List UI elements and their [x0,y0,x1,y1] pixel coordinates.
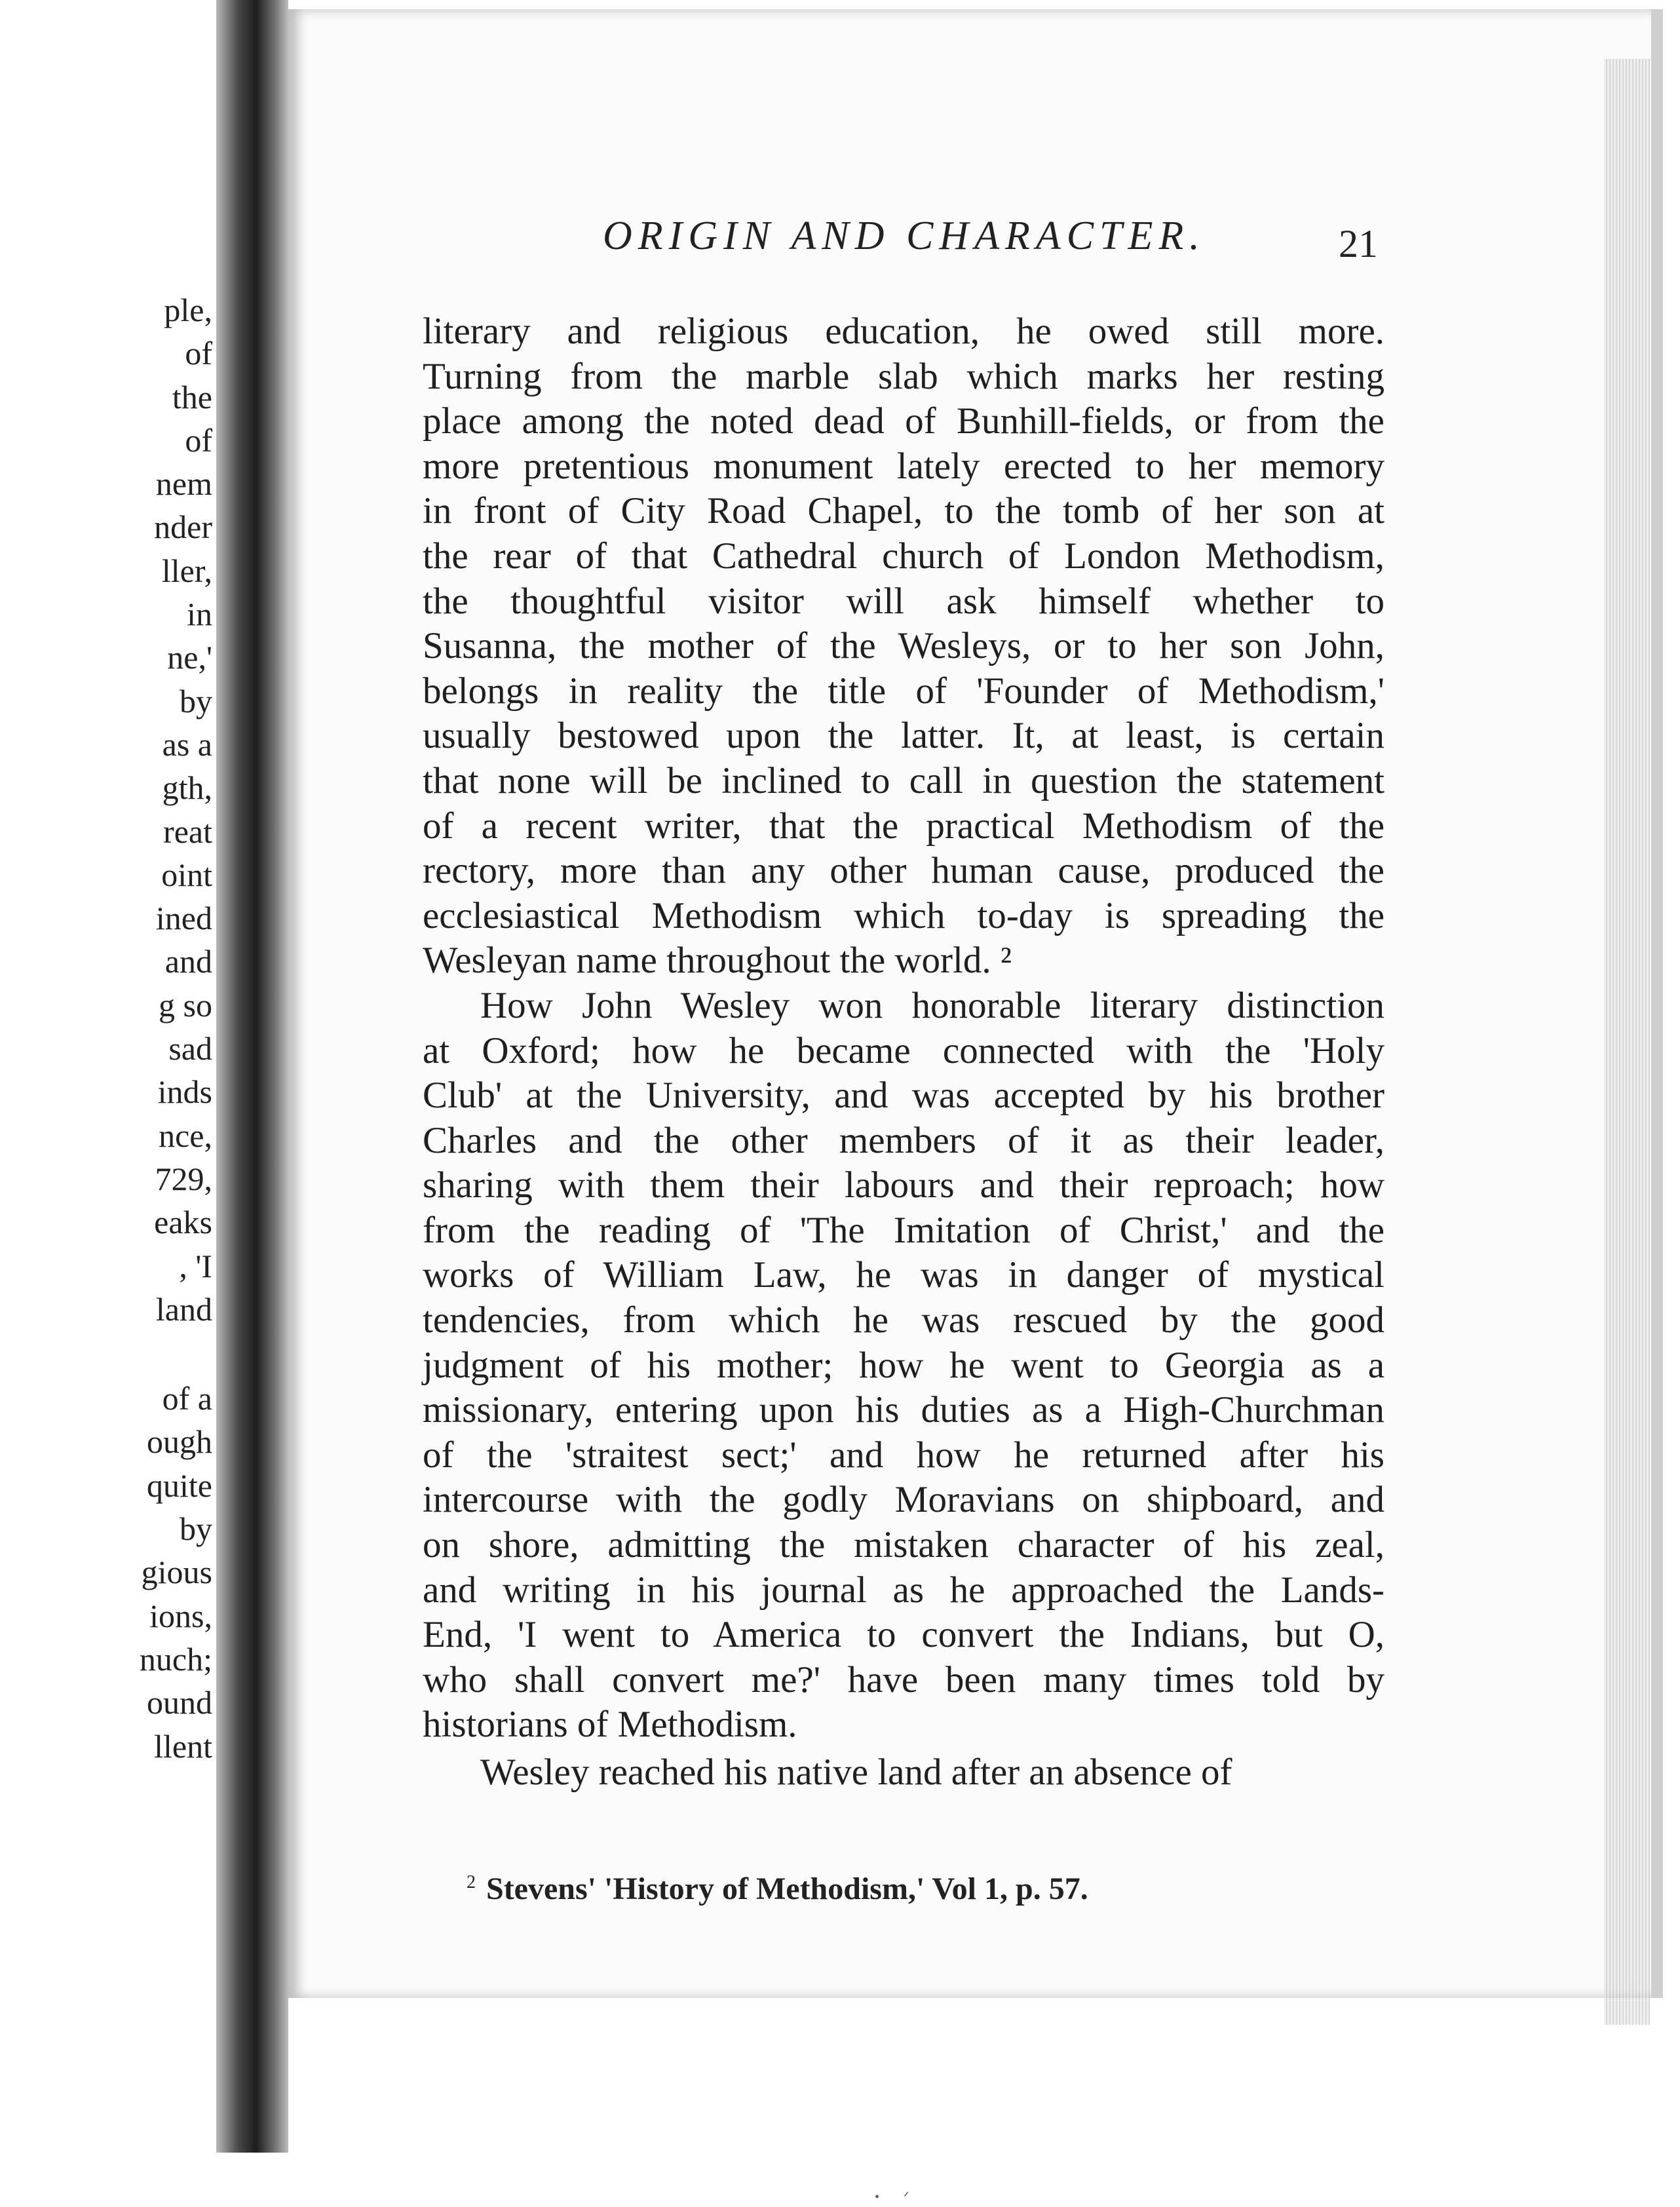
text-line: historians of Methodism. [423,1704,797,1746]
footnote-marker: 2 [467,1872,476,1892]
left-page-fragment-line: of [185,335,212,372]
text-line: place among the noted dead of Bunhill-fields, or from the [423,400,1384,442]
left-page-fragment-line: ller, [161,552,212,589]
text-line: Turning from the marble slab which marks her resting [423,355,1384,397]
text-line: sharing with them their labours and their reproach; how [423,1164,1384,1206]
left-page-fragment-line [121,1331,212,1377]
left-page-fragment-line: inds [157,1073,212,1111]
left-page-text [121,288,212,1768]
left-page-fragment-line: by [180,1510,212,1548]
left-page-fragment-line: gious [141,1554,212,1591]
left-page-fragment-line: nem [155,465,212,503]
text-line: belongs in reality the title of 'Founder of Methodism,' [423,670,1384,712]
left-page-fragment-line: as a [162,725,212,763]
book-gutter [216,0,288,2207]
text-line: How John Wesley won honorable literary distinction [480,984,1384,1026]
text-line: Charles and the other members of it as their leader, [423,1119,1384,1161]
text-line: literary and religious education, he owed still more. [423,311,1384,352]
left-page-fragment-line: quite [147,1467,212,1504]
left-page-fragment-line: in [187,596,212,633]
text-line: of a recent writer, that the practical Methodism of the [423,805,1384,847]
left-page-fragment-line: 729, [155,1160,212,1197]
left-page-fragment-line: ions, [149,1597,212,1634]
left-page-fragment-line: reat [163,813,212,850]
left-page-fragment-line: ple, [164,292,212,328]
left-page-fragment-line: gth, [162,769,212,807]
text-line: intercourse with the godly Moravians on shipboard, and [423,1479,1384,1521]
text-line: ecclesiastical Methodism which to-day is spreading the [423,894,1384,936]
left-page-fragment-line: ound [147,1684,212,1721]
text-line: of the 'straitest sect;' and how he returned after his [423,1434,1384,1476]
body-text [423,309,1384,1795]
text-line: more pretentious monument lately erected to her memory [423,445,1384,487]
left-page-fragment-line: nuch; [139,1640,212,1678]
left-page-fragment-line: nder [154,509,212,546]
text-line: missionary, entering upon his duties as a High-Churchman [423,1389,1384,1431]
left-page-fragment-line: and [164,943,212,980]
left-page-fragment-line: ined [155,900,212,937]
left-page-fragment-line: of [185,421,212,459]
text-line: works of William Law, he was in danger of mystical [423,1254,1384,1296]
left-page-fragment-line: , 'I [179,1247,212,1284]
left-page-fragment-line: of a [162,1380,212,1417]
scan-marks: • ᐟ [875,2190,920,2204]
text-line: Susanna, the mother of the Wesleys, or to her son John, [423,625,1384,667]
text-line: Club' at the University, and was accepted by his brother [423,1075,1384,1117]
text-line: rectory, more than any other human cause, produced the [423,850,1384,892]
text-line: the thoughtful visitor will ask himself whether to [423,580,1384,622]
text-line: in front of City Road Chapel, to the tomb of her son at [423,490,1384,532]
left-page-fragment-line: eaks [154,1204,212,1241]
left-page-fragment-line: land [155,1290,212,1328]
left-page-fragment [0,0,216,2207]
left-page-fragment-line: by [180,682,212,720]
text-line: the rear of that Cathedral church of London Methodism, [423,535,1384,577]
page-edges [1604,59,1650,2025]
text-line: usually bestowed upon the latter. It, at least, is certain [423,715,1384,757]
page-number: 21 [1339,222,1378,265]
text-line: at Oxford; how he became connected with the 'Holy [423,1029,1384,1071]
left-page-fragment-line: the [172,378,212,415]
left-page-fragment-line: llent [154,1727,212,1765]
scan-margin [216,2153,1680,2207]
left-page-fragment-line: g so [159,986,212,1024]
text-line: Wesley reached his native land after an absence of [480,1752,1232,1793]
text-line: who shall convert me?' have been many times told by [423,1659,1384,1700]
text-line: judgment of his mother; how he went to Georgia as a [423,1344,1384,1386]
text-line: Wesleyan name throughout the world. ² [423,940,1012,982]
text-line: and writing in his journal as he approached the Lands- [423,1569,1384,1611]
text-line: that none will be inclined to call in question the statement [423,759,1384,801]
text-line: End, 'I went to America to convert the Indians, but O, [423,1614,1384,1656]
left-page-fragment-line: nce, [159,1117,212,1154]
left-page-fragment-line: oint [161,856,212,893]
text-line: tendencies, from which he was rescued by the good [423,1299,1384,1341]
left-page-fragment-line: ough [147,1423,212,1461]
footnote [467,1871,1088,1907]
text-line: on shore, admitting the mistaken character of his zeal, [423,1524,1384,1566]
text-line: from the reading of 'The Imitation of Christ,' and the [423,1209,1384,1251]
running-title: ORIGIN AND CHARACTER. [603,214,1206,258]
footnote-text: Stevens' 'History of Methodism,' Vol 1, p. 57. [486,1871,1088,1906]
left-page-fragment-line: sad [168,1030,212,1067]
left-page-fragment-line: ne,' [167,639,212,676]
